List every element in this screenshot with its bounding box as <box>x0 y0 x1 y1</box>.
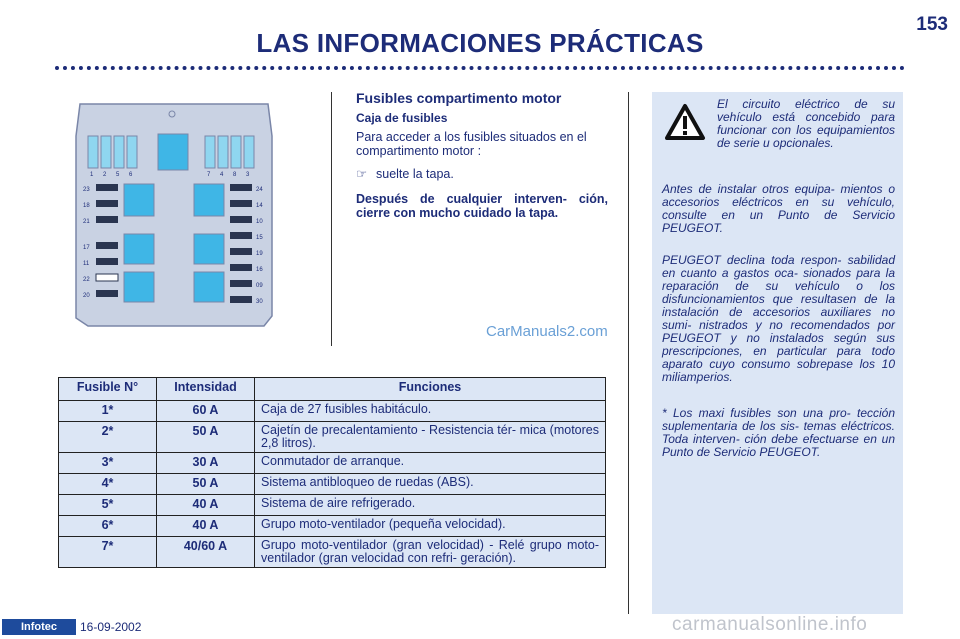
top-label-1: 1 <box>90 172 94 178</box>
fuse-function: Sistema antibloqueo de ruedas (ABS). <box>255 474 606 495</box>
table-row <box>59 495 606 516</box>
left-label-11: 11 <box>83 261 90 267</box>
fuse-number: 2* <box>59 422 157 453</box>
left-label-20: 20 <box>83 293 90 299</box>
info-paragraph: Antes de instalar otros equipa- mientos o accesorios eléctricos en su vehículo, consulte en un Punto de Servicio PEUGEOT. <box>662 182 895 235</box>
page-title: LAS INFORMACIONES PRÁCTICAS <box>256 28 704 58</box>
top-label-2: 2 <box>103 172 107 178</box>
intro-paragraph: Para acceder a los fusibles situados en el compartimento motor : <box>356 130 587 158</box>
right-label-15: 15 <box>256 235 263 241</box>
table-row <box>59 516 606 537</box>
watermark-bottom: carmanualsonline.info <box>672 614 868 635</box>
warning-triangle-icon <box>664 103 706 141</box>
footer-date: 16-09-2002 <box>80 620 142 634</box>
fuse-number: 4* <box>59 474 157 495</box>
right-label-10: 10 <box>256 219 263 225</box>
dotted-divider <box>55 66 905 70</box>
subsection-title: Caja de fusibles <box>356 111 448 125</box>
info-footnote: * Los maxi fusibles son una pro- tección suplementaria de los sis- temas eléctricos. Toda interven- ción debe efectuarse en un Punto de Servicio PEUGEOT. <box>662 406 895 459</box>
table-row <box>59 474 606 495</box>
fuse-number: 3* <box>59 453 157 474</box>
table-row <box>59 401 606 422</box>
fuse-intensity: 60 A <box>157 401 255 422</box>
infotec-logo: Infotec <box>2 619 76 635</box>
table-row <box>59 537 606 568</box>
fuse-intensity: 50 A <box>157 474 255 495</box>
table-row <box>59 422 606 453</box>
left-label-21: 21 <box>83 219 90 225</box>
fuse-number: 6* <box>59 516 157 537</box>
table-header-row <box>59 378 606 401</box>
pointing-hand-icon: ☞ <box>356 167 368 181</box>
header-fuse-number: Fusible N° <box>59 378 157 401</box>
fuse-function: Cajetín de precalentamiento - Resistencia tér- mica (motores 2,8 litros). <box>255 422 606 453</box>
step-item <box>356 166 454 181</box>
page-number: 153 <box>916 14 948 35</box>
fuse-intensity: 30 A <box>157 453 255 474</box>
top-label-8: 8 <box>233 172 237 178</box>
warning-paragraph: Después de cualquier interven- ción, cierre con mucho cuidado la tapa. <box>356 192 608 220</box>
fuse-function: Grupo moto-ventilador (pequeña velocidad). <box>255 516 606 537</box>
section-title: Fusibles compartimento motor <box>356 90 562 106</box>
right-label-19: 19 <box>256 251 263 257</box>
watermark-text: CarManuals2.com <box>486 323 608 340</box>
top-label-3: 3 <box>246 172 250 178</box>
fuse-intensity: 40 A <box>157 495 255 516</box>
right-label-14: 14 <box>256 203 263 209</box>
fuse-box-diagram <box>68 96 280 331</box>
header-intensity: Intensidad <box>157 378 255 401</box>
header-functions: Funciones <box>255 378 606 401</box>
top-label-5: 5 <box>116 172 120 178</box>
info-paragraph: El circuito eléctrico de su vehículo está concebido para funcionar con los equipamientos de serie u opcionales. <box>717 97 895 150</box>
left-label-18: 18 <box>83 203 90 209</box>
fuse-intensity: 40/60 A <box>157 537 255 568</box>
right-label-16: 16 <box>256 267 263 273</box>
column-divider-right <box>628 92 629 614</box>
top-label-6: 6 <box>129 172 133 178</box>
right-label-30: 30 <box>256 299 263 305</box>
right-label-09: 09 <box>256 283 263 289</box>
info-paragraph: PEUGEOT declina toda respon- sabilidad en cuanto a gastos oca- sionados para la reparación de su vehículo o los disfuncionamientos que resultasen de la instalación de accesorios auxiliares no sumi- nistrados y no recomendados por PEUGEOT y no instalados según sus prescripciones, en particular para todo aparato cuyo consumo sobrepase los 10 miliamperios. <box>662 253 895 384</box>
step-label: suelte la tapa. <box>376 167 454 181</box>
fuse-number: 5* <box>59 495 157 516</box>
fuse-number: 1* <box>59 401 157 422</box>
left-label-23: 23 <box>83 187 90 193</box>
fuse-table <box>58 377 606 568</box>
fuse-intensity: 50 A <box>157 422 255 453</box>
top-label-4: 4 <box>220 172 224 178</box>
fuse-function: Grupo moto-ventilador (gran velocidad) - Relé grupo moto-ventilador (gran velocidad con refri- geración). <box>255 537 606 568</box>
column-divider-left <box>331 92 332 346</box>
table-row <box>59 453 606 474</box>
left-label-22: 22 <box>83 277 90 283</box>
top-label-7: 7 <box>207 172 211 178</box>
right-label-24: 24 <box>256 187 263 193</box>
fuse-number: 7* <box>59 537 157 568</box>
fuse-function: Caja de 27 fusibles habitáculo. <box>255 401 606 422</box>
fuse-function: Sistema de aire refrigerado. <box>255 495 606 516</box>
fuse-intensity: 40 A <box>157 516 255 537</box>
fuse-function: Conmutador de arranque. <box>255 453 606 474</box>
left-label-17: 17 <box>83 245 90 251</box>
